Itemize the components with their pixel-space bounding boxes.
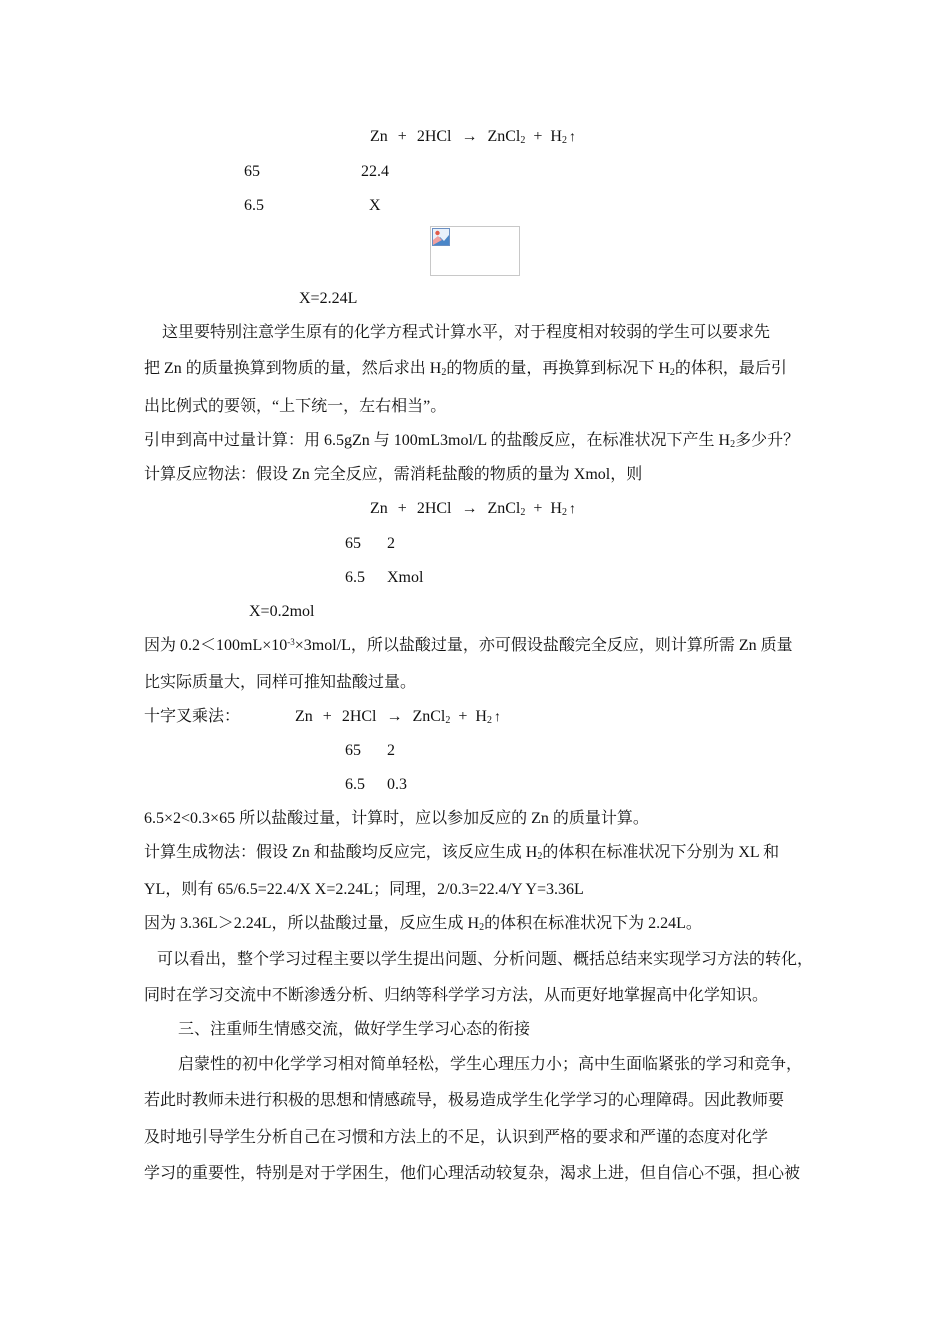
text-run: 因为 3.36L＞2.24L，所以盐酸过量，反应生成 H xyxy=(144,915,480,932)
para-3-line-4: 学习的重要性，特别是对于学困生，他们心理活动较复杂，渴求上进，但自信心不强，担心被 xyxy=(144,1165,801,1182)
ratio-1-bottom-left: 6.5 xyxy=(244,197,264,214)
eq-h: H xyxy=(550,500,562,517)
eq-hcl: 2HCl xyxy=(341,708,377,725)
text-run: 的物质的量，再换算到标况下 H xyxy=(446,360,670,377)
text-run: 的体积在标准状况下分别为 XL 和 xyxy=(542,844,780,861)
eq-hcl: 2HCl xyxy=(416,128,452,145)
reaction-arrow: → xyxy=(461,500,478,517)
gas-up-arrow: ↑ xyxy=(568,502,576,517)
reaction-arrow: → xyxy=(386,708,403,725)
para-3-line-1: 启蒙性的初中化学学习相对简单轻松，学生心理压力小；高中生面临紧张的学习和竞争， xyxy=(178,1056,803,1073)
eq-subscript: 2 xyxy=(520,507,526,518)
equation-3 xyxy=(295,707,501,728)
ratio-3-bottom-right: 0.3 xyxy=(387,776,407,793)
eq-zncl: ZnCl xyxy=(412,708,446,725)
eq-h: H xyxy=(475,708,487,725)
method-2-line-2: YL，则有 65/6.5=22.4/X X=2.24L；同理，2/0.3=22.4/Y Y=3.36L xyxy=(144,881,584,898)
gas-up-arrow: ↑ xyxy=(568,130,576,145)
section-3-heading: 三、注重师生情感交流，做好学生学习心态的衔接 xyxy=(178,1021,531,1038)
summary-line-1: 可以看出，整个学习过程主要以学生提出问题、分析问题、概括总结来实现学习方法的转化， xyxy=(157,951,814,968)
superscript: -3 xyxy=(287,637,295,647)
ratio-3-top-left: 65 xyxy=(345,742,361,759)
subscript: 2 xyxy=(441,367,447,378)
text-run: 多少升？ xyxy=(735,432,800,449)
cross-result-line: 6.5×2<0.3×65 所以盐酸过量，计算时，应以参加反应的 Zn 的质量计算。 xyxy=(144,810,649,827)
para-1-line-3: 出比例式的要领，“上下统一，左右相当”。 xyxy=(144,398,447,415)
ratio-1-bottom-right: X xyxy=(369,197,381,214)
eq-zn: Zn xyxy=(370,128,388,145)
eq-plus: + xyxy=(322,708,332,725)
ratio-3-top-right: 2 xyxy=(387,742,395,759)
ratio-1-top-left: 65 xyxy=(244,163,260,180)
equation-1 xyxy=(370,127,576,148)
para-1-line-1: 这里要特别注意学生原有的化学方程式计算水平，对于程度相对较弱的学生可以要求先 xyxy=(162,324,771,341)
eq-plus: + xyxy=(458,708,468,725)
text-run: 把 Zn 的质量换算到物质的量，然后求出 H xyxy=(144,360,442,377)
reaction-arrow: → xyxy=(461,128,478,145)
eq-zn: Zn xyxy=(370,500,388,517)
ratio-2-bottom-left: 6.5 xyxy=(345,569,365,586)
cross-method-label: 十字叉乘法： xyxy=(144,708,241,725)
ratio-3-bottom-left: 6.5 xyxy=(345,776,365,793)
eq-plus: + xyxy=(397,128,407,145)
method-2-line-1 xyxy=(144,843,779,863)
eq-subscript: 2 xyxy=(561,135,567,146)
eq-h: H xyxy=(550,128,562,145)
gas-up-arrow: ↑ xyxy=(493,710,501,725)
eq-plus: + xyxy=(397,500,407,517)
eq-zn: Zn xyxy=(295,708,313,725)
broken-image-placeholder xyxy=(430,226,520,276)
result-2: X=0.2mol xyxy=(249,603,315,620)
eq-subscript: 2 xyxy=(561,507,567,518)
subscript: 2 xyxy=(537,851,543,862)
because-1-line-1 xyxy=(144,636,793,656)
because-1-line-2: 比实际质量大，同样可推知盐酸过量。 xyxy=(144,674,417,691)
text-run: 计算生成物法：假设 Zn 和盐酸均反应完，该反应生成 H xyxy=(144,844,538,861)
broken-image-icon xyxy=(432,228,450,246)
eq-zncl: ZnCl xyxy=(487,128,521,145)
method-1-line: 计算反应物法：假设 Zn 完全反应，需消耗盐酸的物质的量为 Xmol，则 xyxy=(144,466,643,483)
equation-2 xyxy=(370,499,576,520)
question-line xyxy=(144,431,799,451)
ratio-2-top-left: 65 xyxy=(345,535,361,552)
text-run: 因为 0.2＜100mL×10 xyxy=(144,637,288,654)
eq-subscript: 2 xyxy=(520,135,526,146)
subscript: 2 xyxy=(669,367,675,378)
eq-plus: + xyxy=(533,128,543,145)
eq-hcl: 2HCl xyxy=(416,500,452,517)
eq-subscript: 2 xyxy=(486,715,492,726)
summary-line-2: 同时在学习交流中不断渗透分析、归纳等科学学习方法，从而更好地掌握高中化学知识。 xyxy=(144,987,769,1004)
eq-subscript: 2 xyxy=(445,715,451,726)
para-3-line-2: 若此时教师未进行积极的思想和情感疏导，极易造成学生化学学习的心理障碍。因此教师要 xyxy=(144,1092,785,1109)
para-3-line-3: 及时地引导学生分析自己在习惯和方法上的不足，认识到严格的要求和严谨的态度对化学 xyxy=(144,1129,769,1146)
result-1: X=2.24L xyxy=(299,290,358,307)
text-run: ×3mol/L，所以盐酸过量，亦可假设盐酸完全反应，则计算所需 Zn 质量 xyxy=(294,637,793,654)
text-run: 的体积在标准状况下为 2.24L。 xyxy=(484,915,702,932)
eq-plus: + xyxy=(533,500,543,517)
eq-zncl: ZnCl xyxy=(487,500,521,517)
subscript: 2 xyxy=(479,922,485,933)
because-2-line xyxy=(144,914,702,934)
subscript: 2 xyxy=(730,439,736,450)
ratio-2-top-right: 2 xyxy=(387,535,395,552)
text-run: 引申到高中过量计算：用 6.5gZn 与 100mL3mol/L 的盐酸反应，在标准状况下产生 H xyxy=(144,432,731,449)
para-1-line-2 xyxy=(144,359,787,379)
ratio-2-bottom-right: Xmol xyxy=(387,569,424,586)
ratio-1-top-right: 22.4 xyxy=(361,163,389,180)
text-run: 的体积，最后引 xyxy=(674,360,787,377)
